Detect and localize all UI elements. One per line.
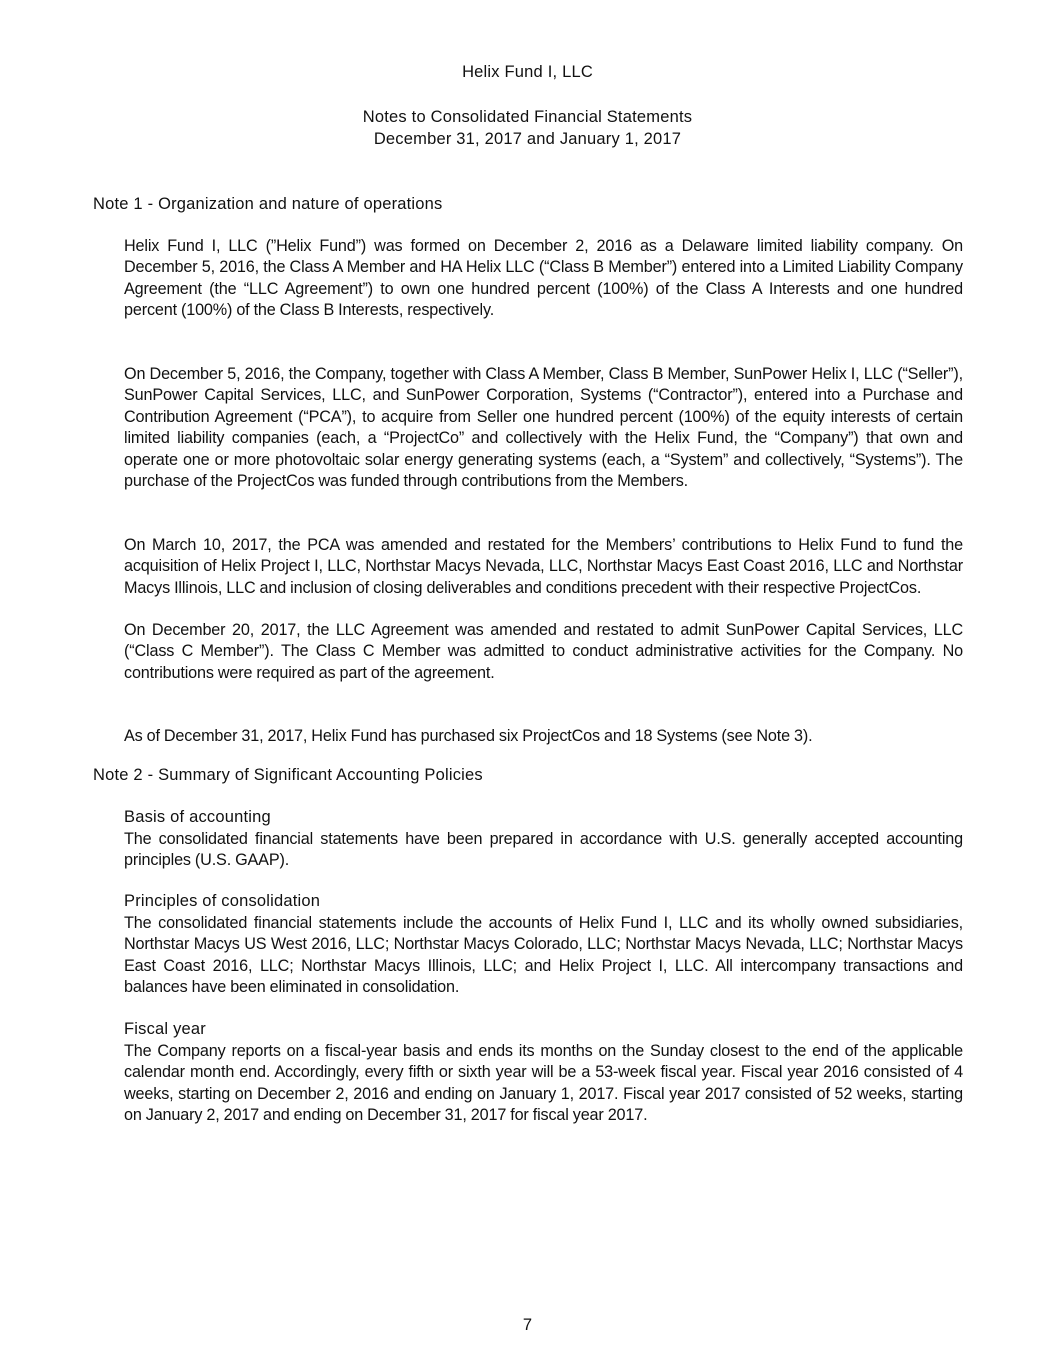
principles-of-consolidation-body: The consolidated financial statements include the accounts of Helix Fund I, LLC and its wholly owned subsidiaries, Northstar Macys US West 2016, LLC; Northstar Macys Colorado, LLC; Northstar Macys Nevada, LLC; Northstar Macys East Coast 2016, LLC; Northstar Macys Illinois, LLC; and Helix Project I, LLC. All intercompany transactions and balances have been eliminated in consolidation. (124, 914, 963, 997)
document-title: Notes to Consolidated Financial Statements (362, 108, 693, 126)
note-2-heading: Note 2 - Summary of Significant Accounting Policies (93, 766, 483, 784)
note-1-paragraph: Helix Fund I, LLC (”Helix Fund”) was formed on December 2, 2016 as a Delaware limited liability company. On December 5, 2016, the Class A Member and HA Helix LLC (“Class B Member”) entered into a Limited Liability Company Agreement (the “LLC Agreement”) to own one hundred percent (100%) of the Class A Interests and one hundred percent (100%) of the Class B Interests, respectively. (124, 237, 963, 320)
note-1-paragraph: On December 5, 2016, the Company, together with Class A Member, Class B Member, SunPower Helix I, LLC (“Seller”), SunPower Capital Services, LLC, and SunPower Corporation, Systems (“Contractor”), entered into a Purchase and Contribution Agreement (“PCA”), to acquire from Seller one hundred percent (100%) of the equity interests of certain limited liability companies (each, a “ProjectCo” and collectively with the Helix Fund, the “Company”) that own and operate one or more photovoltaic solar energy generating systems (each, a “System” and collectively, “Systems”). The purchase of the ProjectCos was funded through contributions from the Members. (124, 365, 963, 491)
note-1-paragraph: On December 20, 2017, the LLC Agreement was amended and restated to admit SunPower Capital Services, LLC (“Class C Member”). The Class C Member was admitted to conduct administrative activities for the Company. No contributions were required as part of the agreement. (124, 621, 963, 682)
note-1-paragraph: On March 10, 2017, the PCA was amended and restated for the Members’ contributions to Helix Fund to fund the acquisition of Helix Project I, LLC, Northstar Macys Nevada, LLC, Northstar Macys East Coast 2016, LLC and Northstar Macys Illinois, LLC and inclusion of closing deliverables and conditions precedent with their respective ProjectCos. (124, 536, 963, 597)
company-name: Helix Fund I, LLC (462, 63, 593, 81)
page-number: 7 (522, 1316, 533, 1334)
document-dates: December 31, 2017 and January 1, 2017 (373, 130, 682, 148)
note-1-heading: Note 1 - Organization and nature of operations (93, 195, 443, 213)
fiscal-year-body: The Company reports on a fiscal-year basis and ends its months on the Sunday closest to the end of the applicable calendar month end. Accordingly, every fifth or sixth year will be a 53-week fiscal year. Fiscal year 2016 consisted of 4 weeks, starting on December 2, 2016 and ending on January 1, 2017. Fiscal year 2017 consisted of 52 weeks, starting on January 2, 2017 and ending on December 31, 2017 for fiscal year 2017. (124, 1042, 963, 1125)
basis-of-accounting-heading: Basis of accounting (124, 808, 271, 826)
fiscal-year-heading: Fiscal year (124, 1020, 206, 1038)
note-1-paragraph: As of December 31, 2017, Helix Fund has purchased six ProjectCos and 18 Systems (see Note 3). (124, 727, 813, 745)
principles-of-consolidation-heading: Principles of consolidation (124, 892, 321, 910)
basis-of-accounting-body: The consolidated financial statements have been prepared in accordance with U.S. generally accepted accounting principles (U.S. GAAP). (124, 830, 963, 870)
